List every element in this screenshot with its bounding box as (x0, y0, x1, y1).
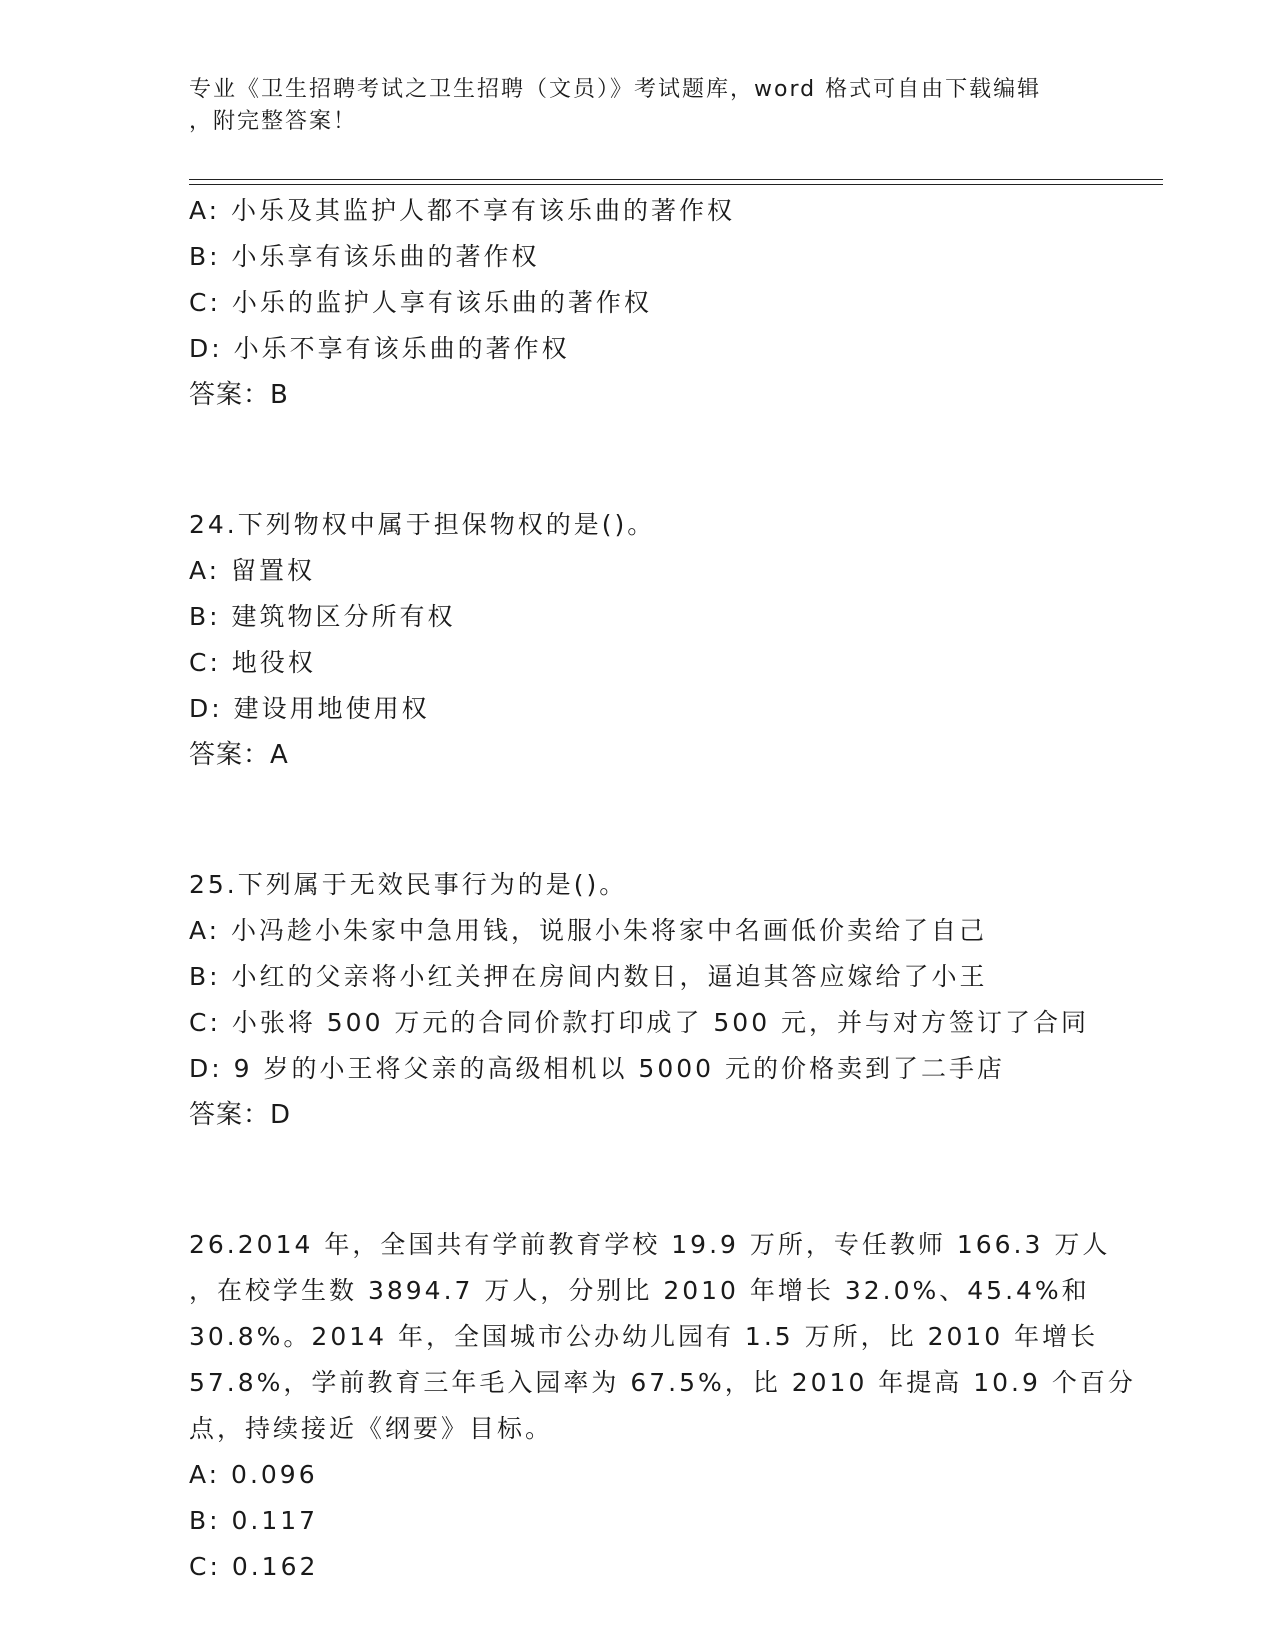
spacer (189, 1138, 1089, 1222)
option-a: A: 小乐及其监护人都不享有该乐曲的著作权 (189, 196, 736, 225)
answer: 答案：B (189, 380, 289, 410)
question-stem-line: 26.2014 年，全国共有学前教育学校 19.9 万所，专任教师 166.3 万人 (189, 1230, 1111, 1259)
header-line-1: 专业《卫生招聘考试之卫生招聘（文员）》考试题库，word 格式可自由下载编辑 (189, 77, 1042, 102)
option-d: D: 小乐不享有该乐曲的著作权 (189, 334, 570, 363)
header-divider-bottom (189, 184, 1163, 185)
question-stem: 24.下列物权中属于担保物权的是()。 (189, 510, 656, 539)
question-26 (189, 1222, 1136, 1590)
header-line-2: ，附完整答案！ (189, 109, 358, 134)
option-d: D: 建设用地使用权 (189, 694, 430, 723)
answer: 答案：A (189, 740, 289, 770)
option-b: B: 小乐享有该乐曲的著作权 (189, 242, 540, 271)
question-list (189, 188, 1136, 1590)
question-stem: 25.下列属于无效民事行为的是()。 (189, 870, 628, 899)
option-c: C: 小张将 500 万元的合同价款打印成了 500 元，并与对方签订了合同 (189, 1008, 1090, 1037)
option-c: C: 地役权 (189, 648, 316, 677)
option-b: B: 小红的父亲将小红关押在房间内数日，逼迫其答应嫁给了小王 (189, 962, 988, 991)
question-stem-line: ，在校学生数 3894.7 万人，分别比 2010 年增长 32.0%、45.4%和 (189, 1276, 1090, 1305)
question-25 (189, 862, 1089, 1138)
question-23 (189, 188, 1089, 418)
option-b: B: 建筑物区分所有权 (189, 602, 456, 631)
spacer (189, 778, 1089, 862)
option-a: A: 0.096 (189, 1460, 318, 1489)
option-c: C: 0.162 (189, 1552, 319, 1581)
document-header (189, 74, 1069, 138)
option-a: A: 小冯趁小朱家中急用钱，说服小朱将家中名画低价卖给了自己 (189, 916, 988, 945)
option-a: A: 留置权 (189, 556, 316, 585)
header-divider-top (189, 179, 1163, 180)
answer: 答案：D (189, 1100, 292, 1130)
option-d: D: 9 岁的小王将父亲的高级相机以 5000 元的价格卖到了二手店 (189, 1054, 1005, 1083)
question-stem-line: 点，持续接近《纲要》目标。 (189, 1414, 554, 1443)
question-stem-line: 30.8%。2014 年，全国城市公办幼儿园有 1.5 万所，比 2010 年增长 (189, 1322, 1099, 1351)
spacer (189, 418, 1089, 502)
question-stem-line: 57.8%，学前教育三年毛入园率为 67.5%，比 2010 年提高 10.9 个百分 (189, 1368, 1136, 1397)
question-24 (189, 502, 1089, 778)
option-c: C: 小乐的监护人享有该乐曲的著作权 (189, 288, 652, 317)
option-b: B: 0.117 (189, 1506, 319, 1535)
